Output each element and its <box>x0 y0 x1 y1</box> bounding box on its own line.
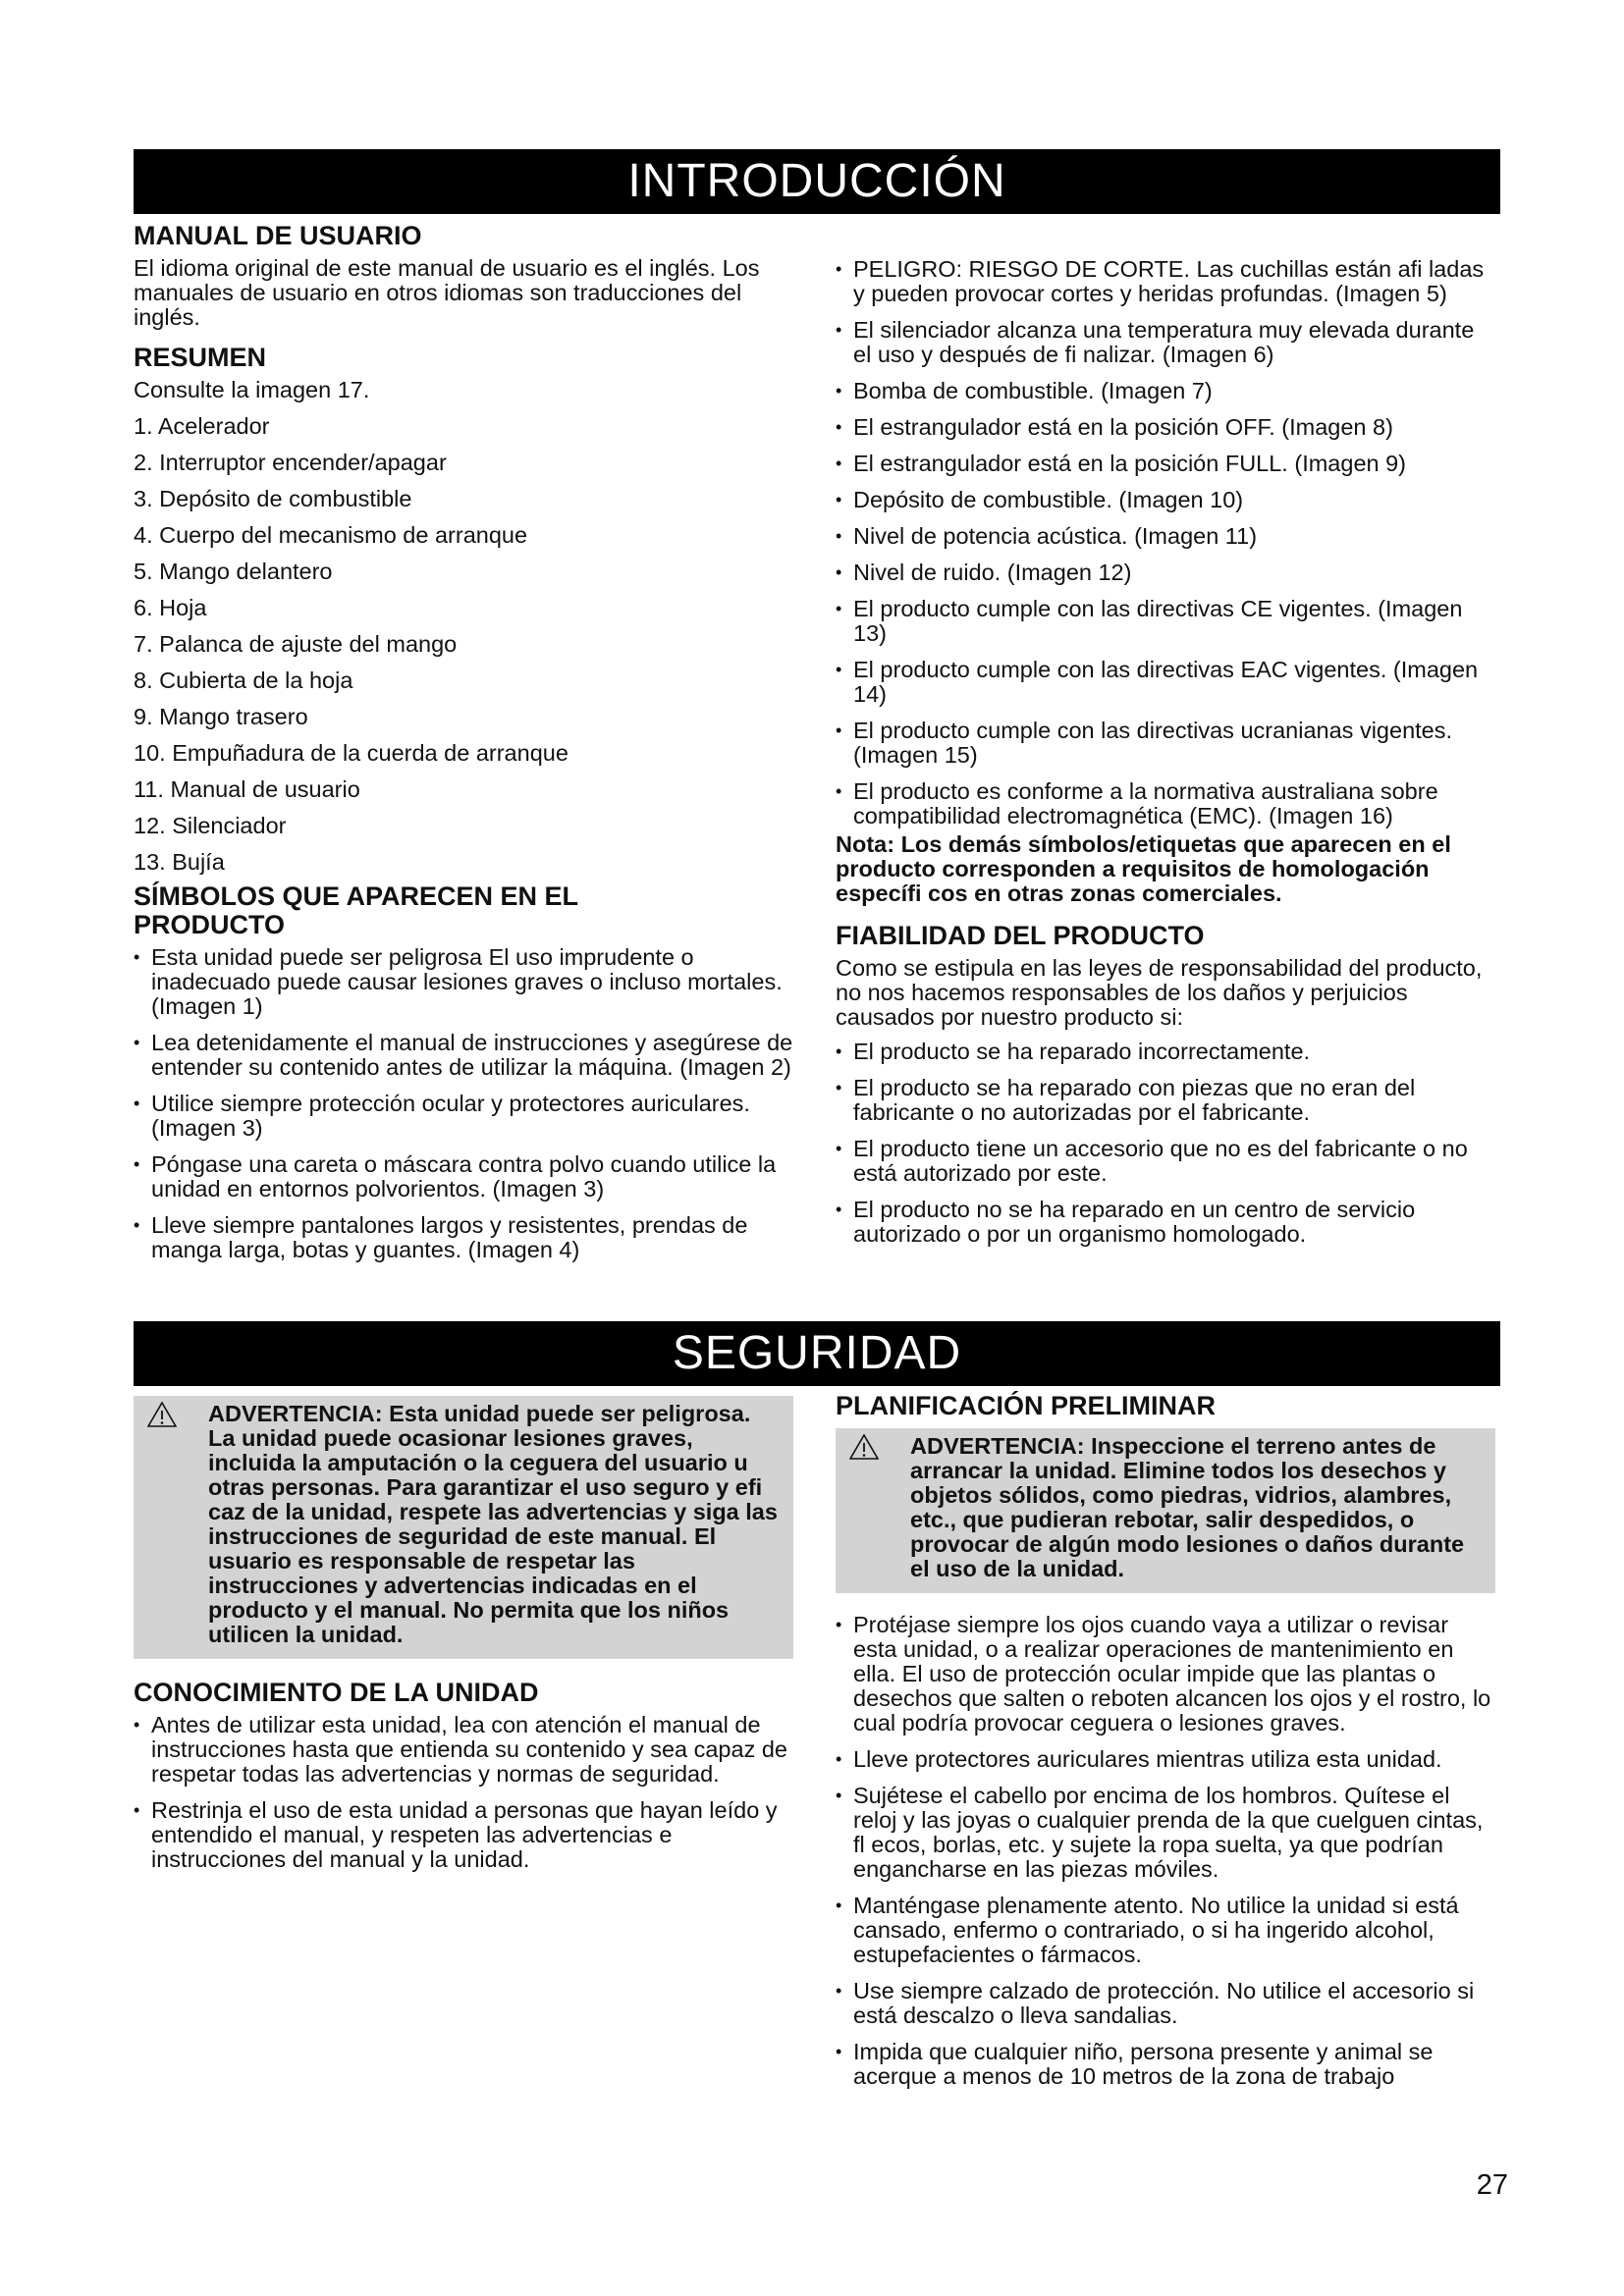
list-item: • Manténgase plenamente atento. No utilice la unidad si está cansado, enfermo o contrariado, o si ha ingerido alcohol, estupefacientes o fármacos. <box>836 1894 1495 1967</box>
list-item: • Esta unidad puede ser peligrosa El uso imprudente o inadecuado puede causar lesiones graves o incluso mortales. (Imagen 1) <box>134 945 793 1019</box>
page-number: 27 <box>1476 2169 1508 2201</box>
list-item: 1. Acelerador <box>134 413 270 439</box>
list-item: • El producto tiene un accesorio que no es del fabricante o no está autorizado por este. <box>836 1137 1495 1186</box>
list-item: • Protéjase siempre los ojos cuando vaya a utilizar o revisar esta unidad, o a realizar operaciones de mantenimiento en ella. El uso de protección ocular impide que las plantas o desechos que salten o reboten alcancen los ojos y el rostro, lo cual podría provocar ceguera o lesiones graves. <box>836 1613 1495 1735</box>
list-item: 10. Empuñadura de la cuerda de arranque <box>134 740 568 766</box>
warning-box <box>134 1396 793 1659</box>
list-item: 6. Hoja <box>134 595 207 620</box>
seguridad-right-column <box>836 1392 1495 2101</box>
manual-heading: MANUAL DE USUARIO <box>134 221 422 250</box>
manual-text: El idioma original de este manual de usuario es el inglés. Los manuales de usuario en otros idiomas son traducciones del inglés. <box>134 255 760 330</box>
list-item: 7. Palanca de ajuste del mango <box>134 631 458 657</box>
fiabilidad-heading: FIABILIDAD DEL PRODUCTO <box>836 921 1205 950</box>
list-item: • Depósito de combustible. (Imagen 10) <box>836 488 1495 512</box>
list-item: • PELIGRO: RIESGO DE CORTE. Las cuchillas están afi ladas y pueden provocar cortes y heridas profundas. (Imagen 5) <box>836 257 1495 306</box>
planificacion-list <box>836 1613 1495 2089</box>
list-item: • El producto cumple con las directivas ucranianas vigentes. (Imagen 15) <box>836 719 1495 768</box>
list-item: 4. Cuerpo del mecanismo de arranque <box>134 522 528 548</box>
warning-text: ADVERTENCIA: Inspeccione el terreno antes de arrancar la unidad. Elimine todos los desechos y objetos sólidos, como piedras, vidrios, alambres, etc., que pudieran rebotar, salir despedidos, o provocar de algún modo lesiones o daños durante el uso de la unidad. <box>910 1433 1465 1581</box>
list-item: • Bomba de combustible. (Imagen 7) <box>836 379 1495 403</box>
simbolos-heading: SÍMBOLOS QUE APARECEN EN EL PRODUCTO <box>134 881 578 939</box>
conocimiento-heading: CONOCIMIENTO DE LA UNIDAD <box>134 1678 539 1707</box>
resumen-heading: RESUMEN <box>134 343 267 372</box>
list-item: • El estrangulador está en la posición OFF. (Imagen 8) <box>836 415 1495 440</box>
warning-triangle-icon <box>147 1402 177 1427</box>
planificacion-heading: PLANIFICACIÓN PRELIMINAR <box>836 1391 1216 1420</box>
list-item: • El producto es conforme a la normativa australiana sobre compatibilidad electromagnética (EMC). (Imagen 16) <box>836 779 1495 828</box>
warning-box <box>836 1428 1495 1593</box>
list-item: 8. Cubierta de la hoja <box>134 667 353 693</box>
list-item: 3. Depósito de combustible <box>134 486 412 511</box>
seguridad-left-column <box>134 1396 793 1884</box>
list-item: 9. Mango trasero <box>134 704 308 729</box>
list-item: • Restrinja el uso de esta unidad a personas que hayan leído y entendido el manual, y respeten las advertencias e instrucciones del manual y la unidad. <box>134 1798 793 1872</box>
fiabilidad-text: Como se estipula en las leyes de responsabilidad del producto, no nos hacemos responsables de los daños y perjuicios causados por nuestro producto si: <box>836 955 1483 1030</box>
fiabilidad-list <box>836 1040 1495 1247</box>
list-item: • Lea detenidamente el manual de instrucciones y asegúrese de entender su contenido antes de utilizar la máquina. (Imagen 2) <box>134 1031 793 1080</box>
list-item: • El producto se ha reparado incorrectamente. <box>836 1040 1495 1064</box>
list-item: • El producto no se ha reparado en un centro de servicio autorizado o por un organismo homologado. <box>836 1198 1495 1247</box>
intro-left-column <box>134 222 793 1274</box>
simbolos-list-right <box>836 257 1495 828</box>
intro-banner: INTRODUCCIÓN <box>134 149 1500 214</box>
list-item: 13. Bujía <box>134 849 225 875</box>
list-item: • El producto cumple con las directivas CE vigentes. (Imagen 13) <box>836 597 1495 646</box>
list-item: • El estrangulador está en la posición FULL. (Imagen 9) <box>836 452 1495 476</box>
list-item: • Antes de utilizar esta unidad, lea con atención el manual de instrucciones hasta que entienda su contenido y sea capaz de respetar todas las advertencias y normas de seguridad. <box>134 1713 793 1787</box>
list-item: 12. Silenciador <box>134 813 287 838</box>
list-item: • Sujétese el cabello por encima de los hombros. Quítese el reloj y las joyas o cualquier prenda de la que cuelguen cintas, fl ecos, borlas, etc. y sujete la ropa suelta, ya que podrían engancharse en las piezas móviles. <box>836 1784 1495 1882</box>
warning-text: ADVERTENCIA: Esta unidad puede ser peligrosa. La unidad puede ocasionar lesiones graves, incluida la amputación o la ceguera del usuario u otras personas. Para garantizar el uso seguro y efi caz de la unidad, respete las advertencias y siga las instrucciones de seguridad de este manual. El usuario es responsable de respetar las instrucciones y advertencias indicadas en el producto y el manual. No permita que los niños utilicen la unidad. <box>208 1401 778 1647</box>
list-item: 5. Mango delantero <box>134 559 333 584</box>
list-item: • Póngase una careta o máscara contra polvo cuando utilice la unidad en entornos polvorientos. (Imagen 3) <box>134 1152 793 1201</box>
list-item: • Lleve protectores auriculares mientras utiliza esta unidad. <box>836 1747 1495 1772</box>
list-item: • El silenciador alcanza una temperatura muy elevada durante el uso y después de fi nalizar. (Imagen 6) <box>836 318 1495 367</box>
list-item: • Impida que cualquier niño, persona presente y animal se acerque a menos de 10 metros de la zona de trabajo <box>836 2040 1495 2089</box>
list-item: 11. Manual de usuario <box>134 776 360 802</box>
list-item: • Nivel de ruido. (Imagen 12) <box>836 561 1495 585</box>
simbolos-list-left <box>134 945 793 1262</box>
list-item: • Use siempre calzado de protección. No utilice el accesorio si está descalzo o lleva sandalias. <box>836 1979 1495 2028</box>
list-item: • Utilice siempre protección ocular y protectores auriculares. (Imagen 3) <box>134 1092 793 1141</box>
list-item: • El producto cumple con las directivas EAC vigentes. (Imagen 14) <box>836 658 1495 707</box>
seguridad-banner: SEGURIDAD <box>134 1321 1500 1386</box>
list-item: • El producto se ha reparado con piezas que no eran del fabricante o no autorizadas por el fabricante. <box>836 1076 1495 1125</box>
intro-right-column <box>836 257 1495 1258</box>
resumen-text: Consulte la imagen 17. <box>134 377 370 402</box>
simbolos-note: Nota: Los demás símbolos/etiquetas que aparecen en el producto corresponden a requisitos de homologación específi cos en otras zonas comerciales. <box>836 831 1451 906</box>
list-item: • Nivel de potencia acústica. (Imagen 11) <box>836 524 1495 549</box>
list-item: 2. Interruptor encender/apagar <box>134 450 447 475</box>
warning-triangle-icon <box>849 1434 879 1460</box>
conocimiento-list <box>134 1713 793 1872</box>
list-item: • Lleve siempre pantalones largos y resistentes, prendas de manga larga, botas y guantes. (Imagen 4) <box>134 1213 793 1262</box>
resumen-list <box>134 414 793 875</box>
